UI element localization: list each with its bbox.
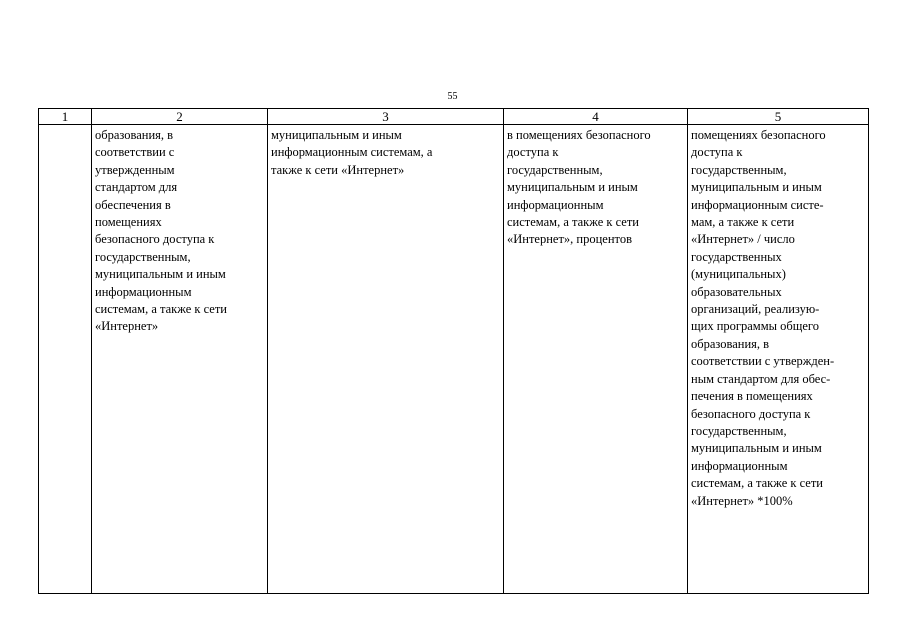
cell-line: (муниципальных) (691, 267, 786, 282)
cell-line: муниципальным и иным (691, 441, 822, 456)
cell-line: соответствии с утвержден- (691, 354, 835, 369)
cell-line: безопасного доступа к (691, 406, 811, 421)
cell-line: государственным, (691, 162, 787, 177)
cell-line: безопасного доступа к (95, 232, 215, 247)
cell-line: печения в помещениях (691, 389, 813, 404)
cell-line: информационным системам, а (271, 145, 433, 160)
cell-line: системам, а также к сети (95, 302, 227, 317)
cell-line: информационным (691, 458, 788, 473)
cell-line: «Интернет» *100% (691, 493, 793, 508)
cell-line: щих программы общего (691, 319, 819, 334)
cell-line: образовательных (691, 284, 782, 299)
cell-line: «Интернет» / число (691, 232, 795, 247)
cell-line: информационным (95, 284, 192, 299)
cell-line: муниципальным и иным (507, 180, 638, 195)
cell-line: стандартом для (95, 180, 178, 195)
cell-col-2 (92, 125, 268, 594)
column-header-3: 3 (268, 109, 504, 125)
column-header-2: 2 (92, 109, 268, 125)
cell-line: организаций, реализую- (691, 302, 820, 317)
cell-line: образования, в (95, 128, 174, 142)
cell-line: мам, а также к сети (691, 215, 795, 230)
cell-line: соответствии с (95, 145, 175, 160)
cell-line: доступа к (691, 145, 743, 160)
column-header-5: 5 (688, 109, 869, 125)
table-row (39, 125, 869, 594)
header-row (39, 109, 869, 125)
cell-line: помещениях (95, 215, 162, 230)
cell-line: системам, а также к сети (691, 476, 823, 491)
cell-line: «Интернет» (95, 319, 159, 334)
cell-line: ным стандартом для обес- (691, 371, 831, 386)
cell-line: системам, а также к сети (507, 215, 639, 230)
cell-line: муниципальным и иным (691, 180, 822, 195)
cell-line: обеспечения в (95, 197, 171, 212)
cell-col-5 (688, 125, 869, 594)
cell-col-3 (268, 125, 504, 594)
cell-line: муниципальным и иным (271, 128, 402, 142)
cell-line: государственным, (691, 423, 787, 438)
cell-line: образования, в (691, 336, 770, 351)
cell-line: государственным, (95, 249, 191, 264)
cell-line: также к сети «Интернет» (271, 162, 405, 177)
cell-line: доступа к (507, 145, 559, 160)
column-header-1: 1 (39, 109, 92, 125)
cell-line: государственных (691, 249, 782, 264)
cell-line: информационным (507, 197, 604, 212)
cell-line: в помещениях безопасного (507, 128, 651, 142)
cell-line: утвержденным (95, 162, 175, 177)
cell-line: помещениях безопасного (691, 128, 826, 142)
data-table (38, 108, 869, 594)
column-header-4: 4 (504, 109, 688, 125)
cell-col-4 (504, 125, 688, 594)
cell-line: информационным систе- (691, 197, 824, 212)
cell-line: муниципальным и иным (95, 267, 226, 282)
page-number: 55 (447, 91, 458, 102)
cell-line: «Интернет», процентов (507, 232, 632, 247)
cell-col-1 (39, 125, 92, 594)
cell-line: государственным, (507, 162, 603, 177)
